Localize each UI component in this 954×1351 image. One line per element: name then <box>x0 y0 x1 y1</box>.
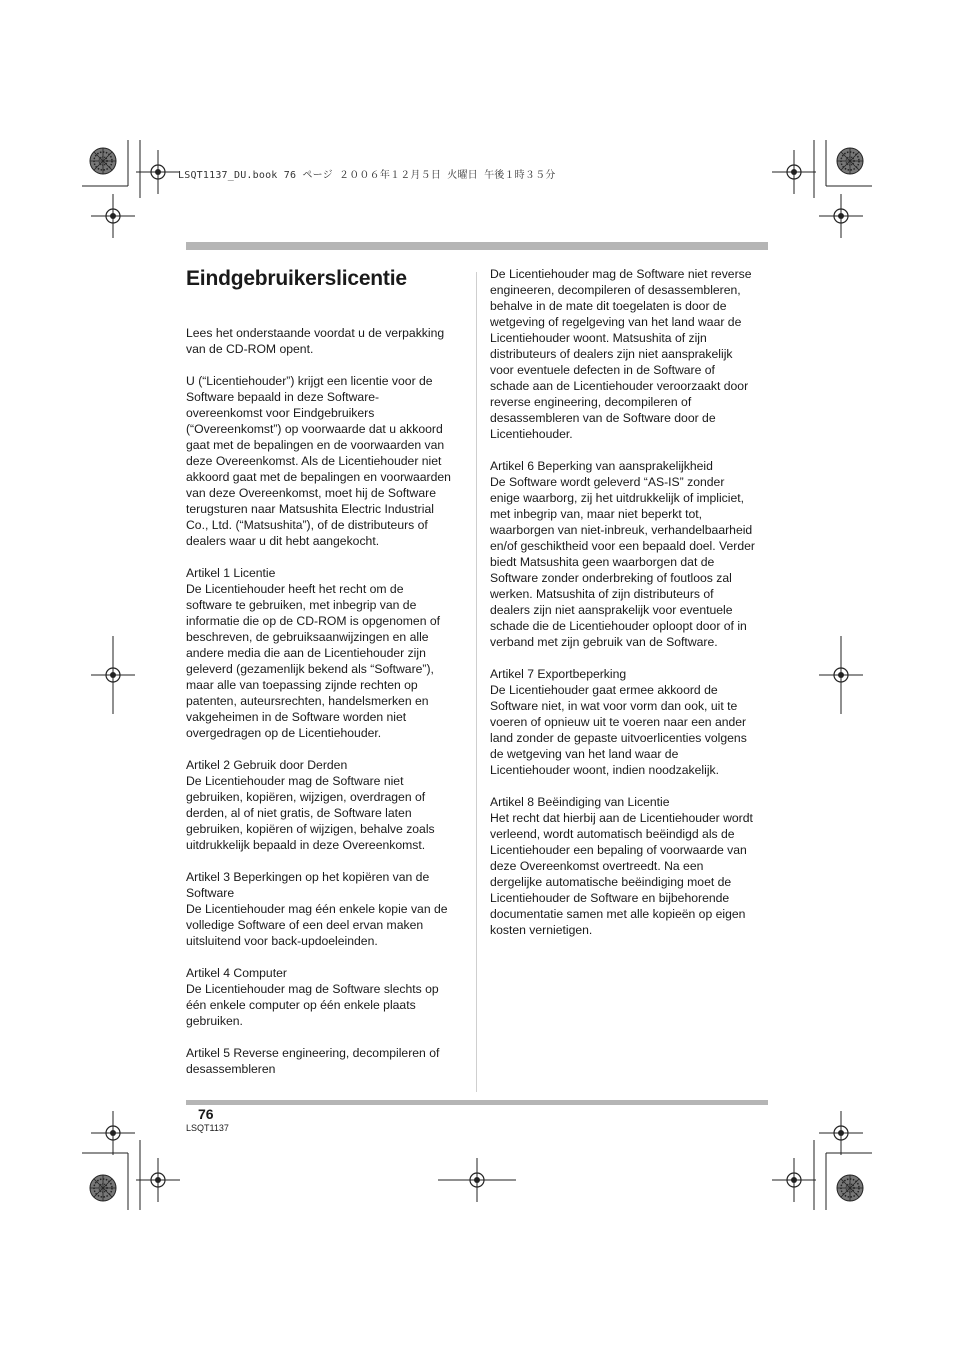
article-1: Artikel 1 Licentie De Licentiehouder heeft het recht om de software te gebruiken, met inbegrip van de informatie die op de CD-ROM is opgenomen of beschreven, de gebruiksaanwijzingen en alle andere media die aan de Licentiehouder zijn geleverd (gezamenlijk bekend als “Software”), maar alle van toepassing zijnde rechten op patenten, auteursrechten, handelsmerken en vakgeheimen in de Software worden niet overgedragen op de Licentiehouder. <box>186 566 441 740</box>
right-column <box>490 266 770 954</box>
article-2: Artikel 2 Gebruik door Derden De Licentiehouder mag de Software niet gebruiken, kopiëren, wijzigen, overdragen of derden, al of niet gratis, de Software laten gebruiken, kopiëren of wijzigen, behalve zoals uitdrukkelijk bepaald in deze Overeenkomst. <box>186 758 435 852</box>
article-8: Artikel 8 Beëindiging van Licentie Het recht dat hierbij aan de Licentiehouder wordt verleend, wordt automatisch beëindigd als de Licentiehouder een bepaling of voorwaarde van deze Overeenkomst overtreedt. Na een dergelijke automatische beëindiging moet de Licentiehouder de Software en bijbehorende documentatie samen met alle kopieën op eigen kosten vernietigen. <box>490 795 753 937</box>
top-rule <box>186 242 768 250</box>
intro-paragraph: Lees het onderstaande voordat u de verpakking van de CD-ROM opent. <box>186 326 445 356</box>
article-5-heading: Artikel 5 Reverse engineering, decompileren of desassembleren <box>186 1046 440 1076</box>
book-header-line: LSQT1137_DU.book 76 ページ ２００６年１２月５日 火曜日 午後１時３５分 <box>178 170 556 181</box>
article-3: Artikel 3 Beperkingen op het kopiëren van de Software De Licentiehouder mag één enkele kopie van de volledige Software of een deel ervan maken uitsluitend voor back-updoeleinden. <box>186 870 448 948</box>
left-column <box>186 266 466 1093</box>
model-code: LSQT1137 <box>186 1123 229 1133</box>
article-4: Artikel 4 Computer De Licentiehouder mag de Software slechts op één enkele computer op één enkele plaats gebruiken. <box>186 966 439 1028</box>
article-7: Artikel 7 Exportbeperking De Licentiehouder gaat ermee akkoord de Software niet, in wat voor vorm dan ook, uit te voeren of opnieuw uit te voeren naar een ander land zonder de gepaste uitvoerlicenties volgens de wetgeving van het land waar de Licentiehouder woont, indien noodzakelijk. <box>490 667 747 777</box>
page-title: Eindgebruikerslicentie <box>186 267 407 290</box>
article-6: Artikel 6 Beperking van aansprakelijkheid De Software wordt geleverd “AS-IS” zonder enige waarborg, zij het uitdrukkelijk of impliciet, met inbegrip van, maar niet beperkt tot, waarborgen van niet-inbreuk, verhandelbaarheid en/of geschiktheid voor een bepaald doel. Verder biedt Matsushita geen waarborgen dat de Software zonder onderbreking of foutloos zal werken. Matsushita of zijn distributeurs of dealers zijn niet aansprakelijk voor eventuele schade die de Licentiehouder oploopt door of in verband met zijn gebruik van de Software. <box>490 459 755 649</box>
column-divider <box>476 272 477 1092</box>
article-5-body: De Licentiehouder mag de Software niet reverse engineeren, decompileren of desassembleren, behalve in de mate dit toegelaten is door de wetgeving of regelgeving van het land waar de Licentiehouder woont. Matsushita of zijn distributeurs of dealers zijn niet aansprakelijk voor eventuele defecten in de Software of schade aan de Licentiehouder veroorzaakt door reverse engineering, decompileren of desassembleren van de Software door de Licentiehouder. <box>490 267 752 441</box>
page-number: 76 <box>198 1106 214 1122</box>
license-paragraph: U (“Licentiehouder”) krijgt een licentie voor de Software bepaald in deze Software- overeenkomst voor Eindgebruikers (“Overeenkomst”) op voorwaarde dat u akkoord gaat met de bepalingen en de voorwaarden van deze Overeenkomst. Als de Licentiehouder niet akkoord gaat met de bepalingen en voorwaarden van deze Overeenkomst, moet hij de Software terugsturen naar Matsushita Electric Industrial Co., Ltd. (“Matsushita”), of de distributeurs of dealers waar u dit hebt aangekocht. <box>186 374 451 548</box>
bottom-rule <box>186 1100 768 1105</box>
